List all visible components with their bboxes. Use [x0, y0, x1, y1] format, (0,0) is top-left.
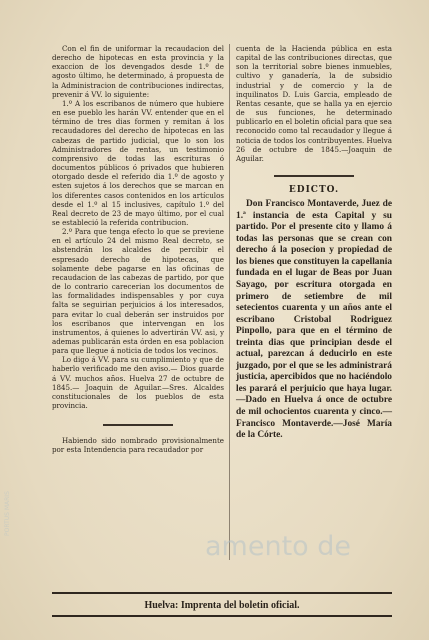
- footer-rule-top: [52, 592, 392, 594]
- right-column: [236, 44, 392, 442]
- paragraph-intro: Con el fin de uniformar la recaudacion del derecho de hipotecas en esta provincia y la exaccion de los devengados desde 1.º de agosto último, he determinado, á propuesta de la Administracion de contribuciones indirectas, prevenir á VV. lo siguiente:: [52, 44, 224, 99]
- edicto-body: Don Francisco Montaverde, Juez de 1.ª instancia de esta Capital y su partido. Por el presente cito y llamo á todas las personas que se crean con derecho á la posecion y propiedad de los bienes que constituyen la capellania fundada en el lugar de Beas por Juan Sayago, por escritura otorgada en primero de setiembre de mil setecientos cuarenta y un años ante el escribano Cristobal Rodriguez Pinpollo, para que en el término de treinta dias que principian desde el actual, parezcan á deducirlo en este juzgado, por el que se les administrará justicia, apercibidos que no haciéndolo les parará el perjuicio que haya lugar.—Dado en Huelva á once de octubre de mil ochocientos cuarenta y cinco.—Francisco Montaverde.—José María de la Córte.: [236, 199, 393, 441]
- column-divider: [229, 44, 230, 560]
- paragraph-recaudador-cont: cuenta de la Hacienda pública en esta capital de las contribuciones directas, que son la territorial sobre bienes inmuebles, cultivo y ganadería, la de subsidio industrial y de comercio y la de inquilinatos D. Luis Garcia, empleado de Rentas cesante, que se halla ya en ejercio de sus funciones, he determinado publicarlo en el boletin oficial para que sea reconocido como tal recaudador y llegue á noticia de todos los contribuyentes. Huelva 26 de octubre de 1845.—Joaquin de Aguilar.: [236, 44, 392, 163]
- paragraph-closing: Lo digo á VV. para su cumplimiento y que de haberlo verificado me den aviso.— Dios guarde á VV. muchos años. Huelva 27 de octubre de 1845.— Joaquin de Aguilar.—Sres. Alcaldes constitucionales de los pueblos de esta provincia.: [52, 355, 224, 411]
- left-column: [52, 44, 224, 455]
- paragraph-article-2: 2.º Para que tenga efecto lo que se previene en el artículo 24 del mismo Real decreto, se abstendrán los alcaldes de percibir el espresado derecho de hipotecas, que solamente debe pagarse en las oficinas de recaudacion de las cabezas de partido, por que de lo contrario carecerian los documentos de las formalidades indispensables y por cuya falta se seguirian perjuicios á los interesados, para evitar lo cual deberán ser instruidos por los escribanos que intervengan en los instrumentos, á quienes lo advertirán VV. asi, y ademas publicarán esta órden en esa poblacion para que llegue á noticia de todos los vecinos.: [52, 227, 224, 356]
- printer-imprint: Huelva: Imprenta del boletin oficial.: [144, 600, 300, 611]
- watermark-text: amento de: [205, 531, 352, 562]
- footer-rule-bottom: [52, 615, 392, 617]
- watermark-side-text: PORTUS MARIS: [4, 491, 11, 536]
- paragraph-article-1: 1.º A los escribanos de número que hubiere en ese pueblo les harán VV. entender que en el término de tres dias formen y remitan á los recaudadores del derecho de hipotecas en las cabezas de partido judicial, que lo son los Administradores de rentas, un testimonio comprensivo de todas las escrituras ó documentos públicos ó privados que hubieren otorgado desde el referido dia 1.º de agosto y esten sujetos á los derechos que se marcan en los diferentes casos contenidos en los artículos desde el 1.º al 15 inclusives, capítulo 1.º del Real decreto de 23 de mayo último, por el cual se estableció la referida contribucion.: [52, 98, 224, 227]
- paragraph-recaudador-start: Habiendo sido nombrado provisionalmente por esta Intendencia para recaudador por: [52, 436, 224, 455]
- section-divider-right: [274, 175, 354, 177]
- edicto-heading: EDICTO.: [288, 185, 340, 196]
